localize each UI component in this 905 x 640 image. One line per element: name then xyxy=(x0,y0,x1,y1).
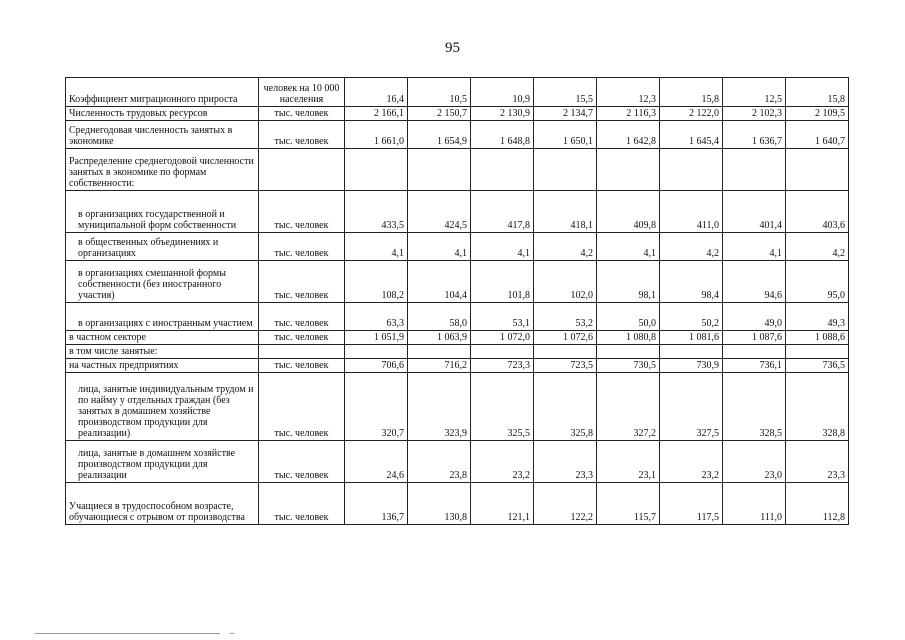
value-cell xyxy=(597,149,660,191)
page-number: 95 xyxy=(445,40,460,56)
value-cell: 1 640,7 xyxy=(786,121,849,149)
table-row xyxy=(66,441,849,483)
value-cell: 50,0 xyxy=(597,303,660,331)
value-cell: 136,7 xyxy=(345,483,408,525)
value-cell: 411,0 xyxy=(660,191,723,233)
value-cell: 117,5 xyxy=(660,483,723,525)
value-cell: 327,5 xyxy=(660,373,723,441)
row-label: лица, занятые индивидуальным трудом и по найму у отдельных граждан (без занятых в домашнем хозяйстве производством продукции для реализации) xyxy=(66,373,259,441)
value-cell xyxy=(723,149,786,191)
value-cell: 1 072,6 xyxy=(534,331,597,345)
value-cell: 23,3 xyxy=(534,441,597,483)
value-cell: 1 051,9 xyxy=(345,331,408,345)
value-cell: 23,8 xyxy=(408,441,471,483)
value-cell xyxy=(660,149,723,191)
value-cell: 53,2 xyxy=(534,303,597,331)
value-cell: 12,5 xyxy=(723,78,786,107)
value-cell xyxy=(534,345,597,359)
value-cell: 23,2 xyxy=(471,441,534,483)
row-unit: человек на 10 000 населения xyxy=(259,78,345,107)
value-cell: 736,1 xyxy=(723,359,786,373)
value-cell: 10,5 xyxy=(408,78,471,107)
row-label: на частных предприятиях xyxy=(66,359,259,373)
value-cell: 130,8 xyxy=(408,483,471,525)
value-cell: 1 088,6 xyxy=(786,331,849,345)
value-cell xyxy=(345,149,408,191)
row-label: Распределение среднегодовой численности занятых в экономике по формам собственности: xyxy=(66,149,259,191)
value-cell: 4,1 xyxy=(345,233,408,261)
value-cell: 2 116,3 xyxy=(597,107,660,121)
table-row xyxy=(66,359,849,373)
value-cell xyxy=(471,345,534,359)
row-label: в организациях государственной и муниципальной форм собственности xyxy=(66,191,259,233)
row-unit: тыс. человек xyxy=(259,303,345,331)
table-row xyxy=(66,107,849,121)
value-cell: 403,6 xyxy=(786,191,849,233)
row-unit: тыс. человек xyxy=(259,359,345,373)
value-cell: 1 081,6 xyxy=(660,331,723,345)
value-cell: 4,1 xyxy=(597,233,660,261)
row-unit: тыс. человек xyxy=(259,107,345,121)
table-row xyxy=(66,149,849,191)
row-unit: тыс. человек xyxy=(259,441,345,483)
value-cell: 49,3 xyxy=(786,303,849,331)
footer-line xyxy=(35,633,220,634)
value-cell xyxy=(408,149,471,191)
value-cell: 104,4 xyxy=(408,261,471,303)
value-cell: 58,0 xyxy=(408,303,471,331)
value-cell: 23,1 xyxy=(597,441,660,483)
value-cell: 4,1 xyxy=(408,233,471,261)
row-label: Учащиеся в трудоспособном возрасте, обучающиеся с отрывом от производства xyxy=(66,483,259,525)
value-cell: 736,5 xyxy=(786,359,849,373)
value-cell: 98,1 xyxy=(597,261,660,303)
value-cell: 723,3 xyxy=(471,359,534,373)
value-cell: 401,4 xyxy=(723,191,786,233)
value-cell: 101,8 xyxy=(471,261,534,303)
row-label: Численность трудовых ресурсов xyxy=(66,107,259,121)
value-cell: 15,8 xyxy=(660,78,723,107)
value-cell: 716,2 xyxy=(408,359,471,373)
value-cell xyxy=(786,149,849,191)
value-cell: 112,8 xyxy=(786,483,849,525)
value-cell: 706,6 xyxy=(345,359,408,373)
row-unit: тыс. человек xyxy=(259,261,345,303)
row-unit: тыс. человек xyxy=(259,121,345,149)
value-cell: 323,9 xyxy=(408,373,471,441)
value-cell: 4,2 xyxy=(786,233,849,261)
row-unit: тыс. человек xyxy=(259,233,345,261)
value-cell xyxy=(408,345,471,359)
value-cell: 4,1 xyxy=(471,233,534,261)
value-cell: 1 636,7 xyxy=(723,121,786,149)
value-cell: 2 122,0 xyxy=(660,107,723,121)
value-cell: 2 130,9 xyxy=(471,107,534,121)
value-cell: 98,4 xyxy=(660,261,723,303)
row-unit xyxy=(259,345,345,359)
value-cell: 328,8 xyxy=(786,373,849,441)
value-cell xyxy=(786,345,849,359)
value-cell: 4,2 xyxy=(660,233,723,261)
value-cell xyxy=(471,149,534,191)
table-row xyxy=(66,483,849,525)
value-cell: 320,7 xyxy=(345,373,408,441)
value-cell: 418,1 xyxy=(534,191,597,233)
value-cell: 2 134,7 xyxy=(534,107,597,121)
value-cell: 23,3 xyxy=(786,441,849,483)
value-cell: 1 661,0 xyxy=(345,121,408,149)
value-cell: 95,0 xyxy=(786,261,849,303)
value-cell: 4,1 xyxy=(723,233,786,261)
value-cell: 2 166,1 xyxy=(345,107,408,121)
table-row xyxy=(66,303,849,331)
row-unit xyxy=(259,149,345,191)
row-label: в организациях смешанной формы собственности (без иностранного участия) xyxy=(66,261,259,303)
row-unit: тыс. человек xyxy=(259,331,345,345)
value-cell: 15,8 xyxy=(786,78,849,107)
row-unit: тыс. человек xyxy=(259,191,345,233)
value-cell: 328,5 xyxy=(723,373,786,441)
value-cell: 417,8 xyxy=(471,191,534,233)
value-cell: 12,3 xyxy=(597,78,660,107)
row-label: в том числе занятые: xyxy=(66,345,259,359)
value-cell xyxy=(660,345,723,359)
table-row xyxy=(66,345,849,359)
value-cell: 23,0 xyxy=(723,441,786,483)
value-cell: 108,2 xyxy=(345,261,408,303)
row-label: лица, занятые в домашнем хозяйстве производством продукции для реализации xyxy=(66,441,259,483)
table-row xyxy=(66,191,849,233)
value-cell: 49,0 xyxy=(723,303,786,331)
value-cell xyxy=(345,345,408,359)
table-row xyxy=(66,261,849,303)
value-cell: 1 087,6 xyxy=(723,331,786,345)
row-label: в частном секторе xyxy=(66,331,259,345)
value-cell: 10,9 xyxy=(471,78,534,107)
value-cell: 1 645,4 xyxy=(660,121,723,149)
footer-line xyxy=(230,633,234,634)
value-cell: 102,0 xyxy=(534,261,597,303)
row-unit: тыс. человек xyxy=(259,373,345,441)
value-cell: 24,6 xyxy=(345,441,408,483)
table-row xyxy=(66,331,849,345)
value-cell: 23,2 xyxy=(660,441,723,483)
value-cell: 15,5 xyxy=(534,78,597,107)
row-label: в общественных объединениях и организациях xyxy=(66,233,259,261)
value-cell: 4,2 xyxy=(534,233,597,261)
value-cell: 2 150,7 xyxy=(408,107,471,121)
table-row xyxy=(66,121,849,149)
value-cell: 1 072,0 xyxy=(471,331,534,345)
value-cell: 409,8 xyxy=(597,191,660,233)
value-cell: 1 063,9 xyxy=(408,331,471,345)
row-label: Среднегодовая численность занятых в экономике xyxy=(66,121,259,149)
row-label: Коэффициент миграционного прироста xyxy=(66,78,259,107)
value-cell: 122,2 xyxy=(534,483,597,525)
value-cell: 325,8 xyxy=(534,373,597,441)
value-cell xyxy=(597,345,660,359)
table-row xyxy=(66,78,849,107)
row-label: в организациях с иностранным участием xyxy=(66,303,259,331)
value-cell: 1 650,1 xyxy=(534,121,597,149)
value-cell: 723,5 xyxy=(534,359,597,373)
value-cell: 50,2 xyxy=(660,303,723,331)
value-cell: 2 109,5 xyxy=(786,107,849,121)
table-row xyxy=(66,233,849,261)
value-cell: 730,5 xyxy=(597,359,660,373)
value-cell: 1 642,8 xyxy=(597,121,660,149)
value-cell: 424,5 xyxy=(408,191,471,233)
table-row xyxy=(66,373,849,441)
row-unit: тыс. человек xyxy=(259,483,345,525)
value-cell: 433,5 xyxy=(345,191,408,233)
value-cell: 730,9 xyxy=(660,359,723,373)
value-cell: 16,4 xyxy=(345,78,408,107)
value-cell: 53,1 xyxy=(471,303,534,331)
value-cell: 1 648,8 xyxy=(471,121,534,149)
value-cell: 2 102,3 xyxy=(723,107,786,121)
value-cell: 63,3 xyxy=(345,303,408,331)
value-cell: 121,1 xyxy=(471,483,534,525)
value-cell xyxy=(723,345,786,359)
value-cell xyxy=(534,149,597,191)
statistics-table xyxy=(65,77,849,525)
value-cell: 115,7 xyxy=(597,483,660,525)
value-cell: 327,2 xyxy=(597,373,660,441)
value-cell: 111,0 xyxy=(723,483,786,525)
value-cell: 1 080,8 xyxy=(597,331,660,345)
value-cell: 1 654,9 xyxy=(408,121,471,149)
value-cell: 325,5 xyxy=(471,373,534,441)
value-cell: 94,6 xyxy=(723,261,786,303)
